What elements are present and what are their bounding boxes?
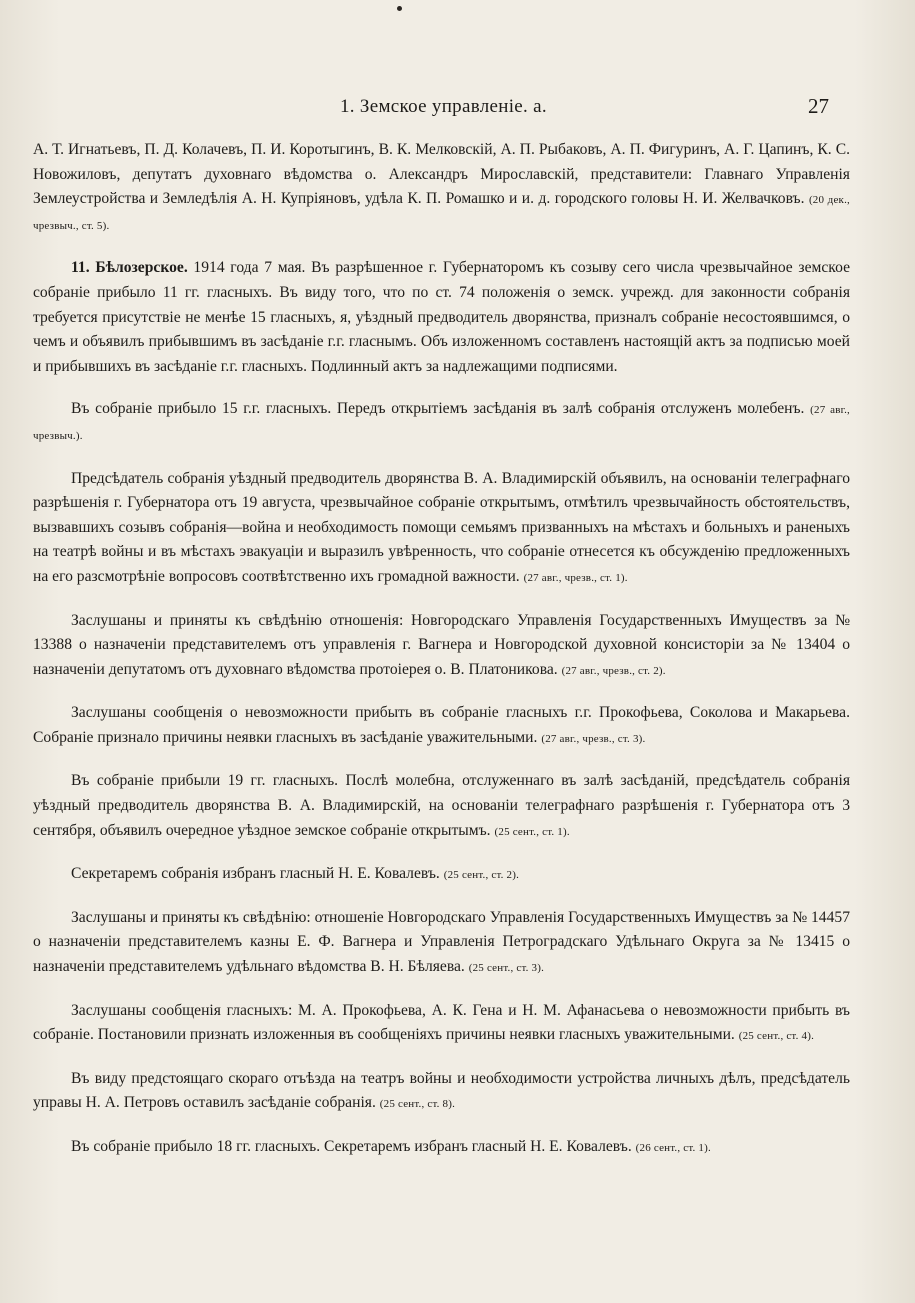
paragraph-text: Въ собраніе прибыло 18 гг. гласныхъ. Секретаремъ избранъ гласный Н. Е. Ковалевъ. xyxy=(71,1138,632,1155)
paragraph-text: А. Т. Игнатьевъ, П. Д. Колачевъ, П. И. Коротыгинъ, В. К. Мелковскій, А. П. Рыбаковъ, А. П. Фигуринъ, А. Г. Цапинъ, К. С. Новожиловъ, депутатъ духовнаго вѣдомства о. Александръ Мирославскій, представители: Главнаго Управленія Землеустройства и Земледѣлія А. Н. Купріяновъ, удѣла К. П. Ромашко и и. д. городского головы Н. И. Желвачковъ. xyxy=(33,141,850,208)
citation: (25 сент., ст. 3). xyxy=(468,962,545,975)
paragraph-text: Въ собраніе прибыло 15 г.г. гласныхъ. Передъ открытіемъ засѣданія въ залѣ собранія отслуженъ молебенъ. xyxy=(71,400,805,418)
paragraph-text: Въ собраніе прибыли 19 гг. гласныхъ. Послѣ молебна, отслуженнаго въ залѣ засѣданій, предсѣдатель собранія уѣздный предводитель дворянства В. А. Владимирскій, на основаніи телеграфнаго разрѣшенія г. Губернатора отъ 3 сентября, объявилъ очередное уѣздное земское собраніе открытымъ. xyxy=(33,772,850,839)
citation: (25 сент., ст. 2). xyxy=(443,869,520,882)
paragraph xyxy=(33,1067,850,1117)
citation: (27 авг., чрезвыч.). xyxy=(33,404,850,442)
citation: (27 авг., чрезв., ст. 1). xyxy=(523,571,628,584)
paragraph xyxy=(33,862,850,888)
paragraph-text: Заслушаны сообщенія гласныхъ: М. А. Прокофьева, А. К. Гена и Н. М. Афанасьева о невозможности прибыть въ собраніе. Постановили признать изложенныя въ сообщеніяхъ причины неявки гласныхъ уважительными. xyxy=(33,1001,850,1044)
paragraph xyxy=(33,769,850,844)
print-mark xyxy=(397,6,402,11)
paragraph-text: Секретаремъ собранія избранъ гласный Н. Е. Ковалевъ. xyxy=(71,865,440,883)
citation: (26 сент., ст. 1). xyxy=(635,1142,711,1154)
citation: (25 сент., ст. 4). xyxy=(738,1030,815,1043)
paragraph xyxy=(33,1135,850,1161)
running-title: 1. Земское управленіе. а. xyxy=(340,96,547,117)
paragraph-text: 1914 года 7 мая. Въ разрѣшенное г. Губернаторомъ къ созыву сего числа чрезвычайное земское собраніе прибыло 11 гг. гласныхъ. Въ виду того, что по ст. 74 положенія о земск. учрежд. для законности собранія требуется присутствіе не менѣе 15 гласныхъ, я, уѣздный предводитель дворянства, призналъ собраніе несостоявшимся, о чемъ и объявилъ прибывшимъ въ засѣданіе г.г. гласнымъ. Объ изложенномъ составленъ настоящій актъ за подписью моей и прибывшихъ въ засѣданіе г.г. гласныхъ. Подлинный актъ за надлежащими подписями. xyxy=(33,259,850,375)
page-header xyxy=(0,92,915,122)
page-number: 27 xyxy=(808,94,829,118)
paragraph-text: Въ виду предстоящаго скораго отъѣзда на театръ войны и необходимости устройства личныхъ дѣлъ, предсѣдатель управы Н. А. Петровъ оставилъ засѣданіе собранія. xyxy=(33,1069,850,1112)
paragraph xyxy=(33,701,850,751)
paragraph-text: Предсѣдатель собранія уѣздный предводитель дворянства В. А. Владимирскій объявилъ, на основаніи телеграфнаго разрѣшенія г. Губернатора отъ 19 августа, чрезвычайное собраніе открытымъ, отмѣтилъ чрезвычайность обстоятельствъ, вызвавшихъ созывъ собранія—война и необходимость помощи семьямъ призванныхъ на мѣстахъ и больныхъ и раненыхъ на театрѣ войны и въ мѣстахъ эвакуаціи и выразилъ увѣренность, что собраніе отнесется къ обсужденію предложенныхъ на его разсмотрѣніе вопросовъ соотвѣтственно ихъ громадной важности. xyxy=(33,469,850,585)
paragraph xyxy=(33,609,850,684)
paragraph xyxy=(33,999,850,1049)
document-body xyxy=(33,138,850,1179)
paragraph xyxy=(33,138,850,238)
paragraph xyxy=(33,467,850,591)
paragraph xyxy=(33,256,850,379)
citation: (25 сент., ст. 8). xyxy=(379,1098,456,1111)
citation: (20 дек., чрезвыч., ст. 5). xyxy=(33,194,850,232)
paragraph-text: Заслушаны и приняты къ свѣдѣнію отношенія: Новгородскаго Управленія Государственныхъ Имуществъ за № 13388 о назначеніи представителемъ отъ управленія г. Вагнера и Новгородской духовной консисторіи за № 13404 о назначеніи депутатомъ отъ духовнаго вѣдомства протоіерея о. В. Платоникова. xyxy=(33,611,850,678)
paragraph-text: Заслушаны сообщенія о невозможности прибыть въ собраніе гласныхъ г.г. Прокофьева, Соколова и Макарьева. Собраніе признало причины неявки гласныхъ въ засѣданіе уважительными. xyxy=(33,704,850,746)
paragraph xyxy=(33,906,850,981)
citation: (27 авг., чрезв., ст. 3). xyxy=(541,732,646,745)
citation: (27 авг., чрезв., ст. 2). xyxy=(561,664,666,677)
citation: (25 сент., ст. 1). xyxy=(494,825,570,838)
section-heading: 11. Бѣлозерское. xyxy=(71,259,188,277)
paragraph-text: Заслушаны и приняты къ свѣдѣнію: отношеніе Новгородскаго Управленія Государственныхъ Имуществъ за № 14457 о назначеніи представителемъ казны Е. Ф. Вагнера и Управленія Петроградскаго Удѣльнаго Округа за № 13415 о назначеніи представителемъ удѣльнаго вѣдомства В. Н. Бѣляева. xyxy=(33,908,850,976)
paragraph xyxy=(33,397,850,448)
